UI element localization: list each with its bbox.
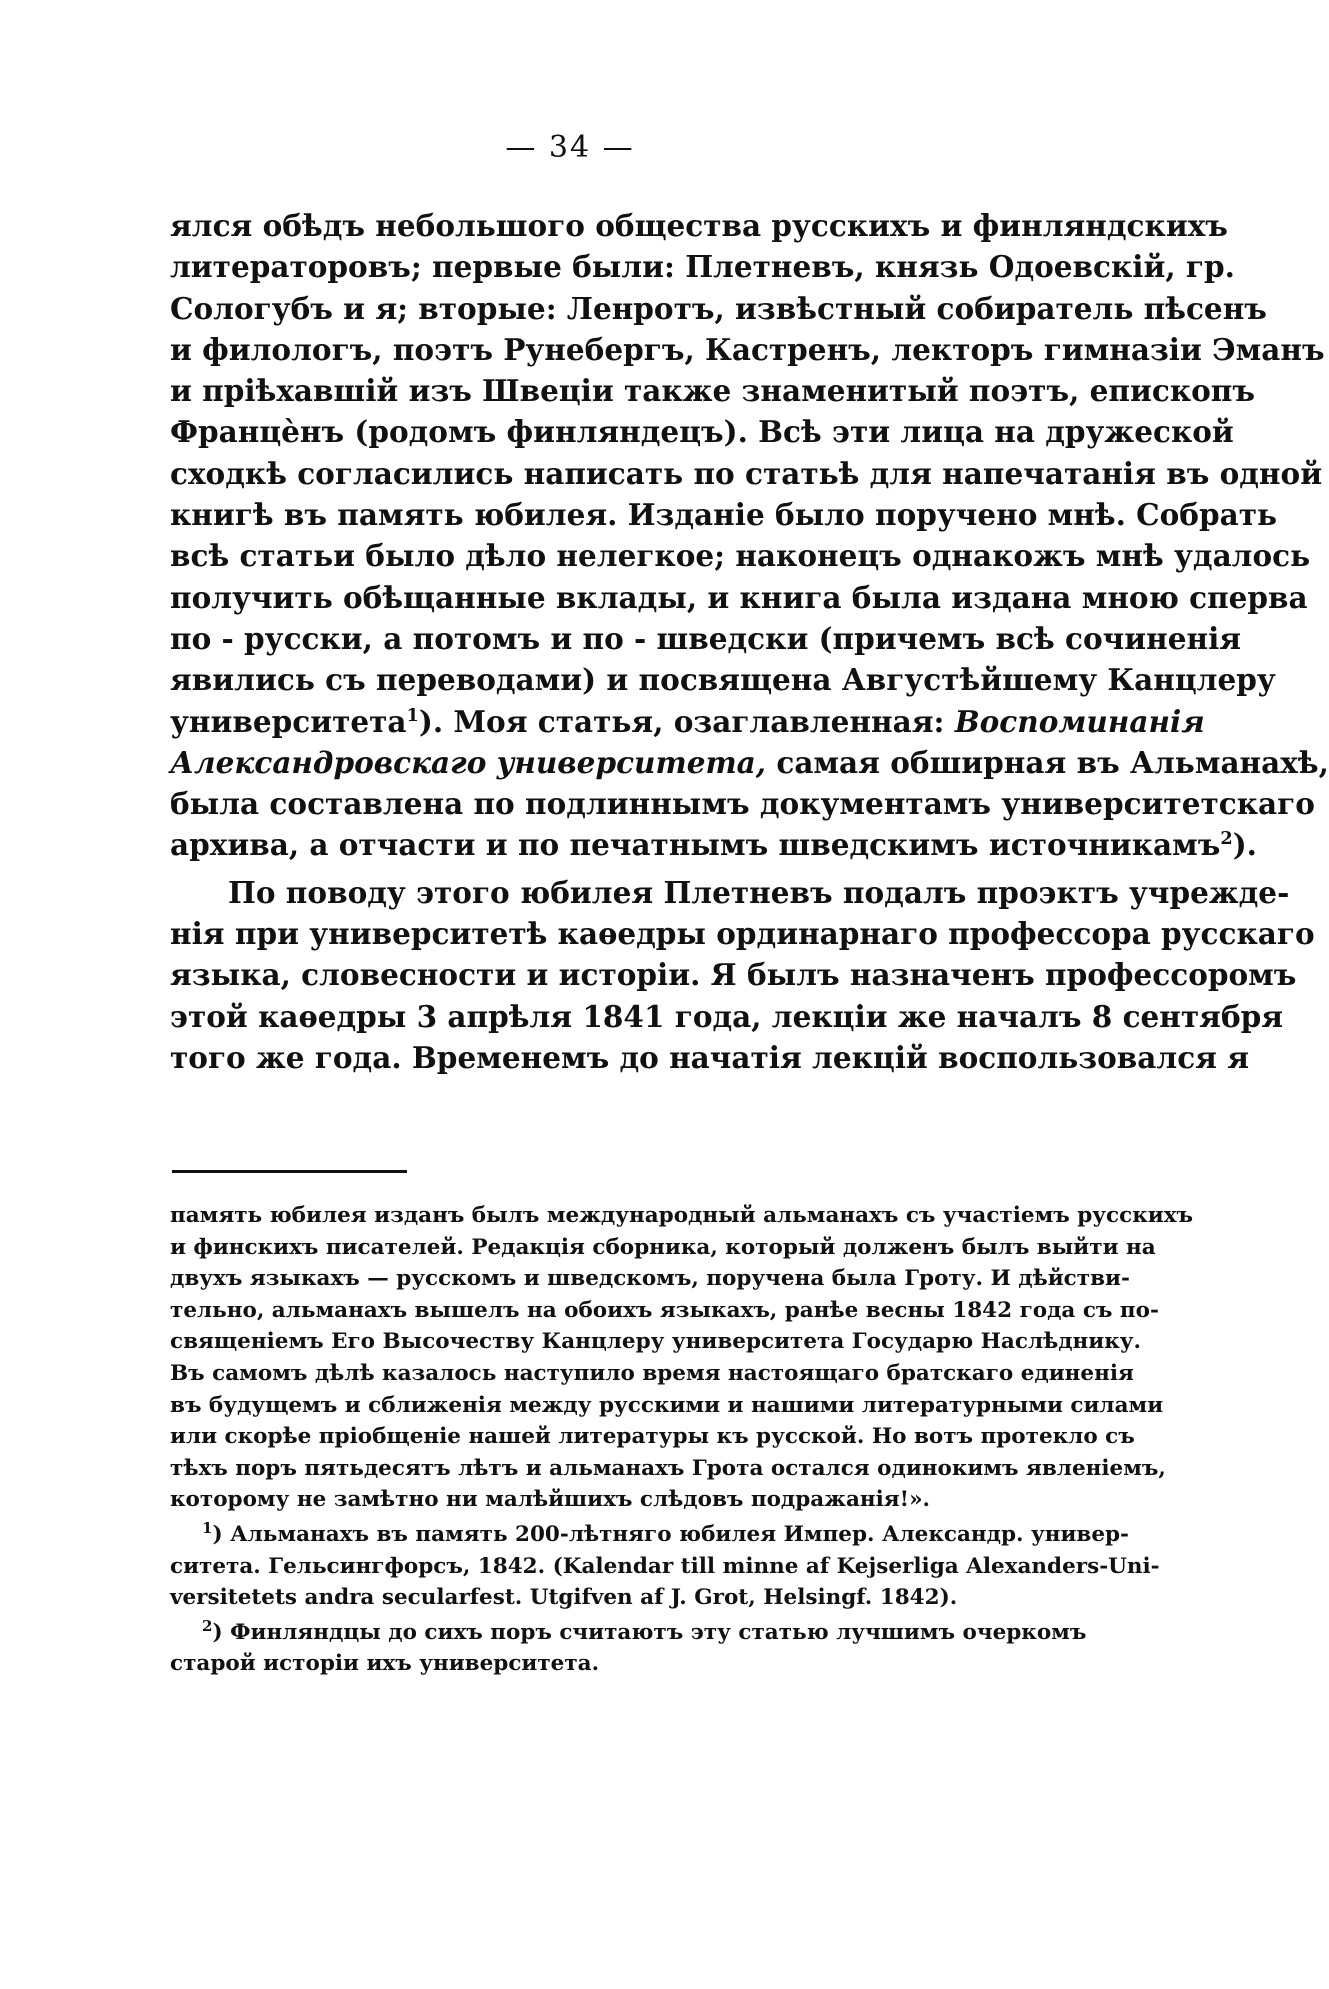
footnote-line: двухъ языкахъ — русскомъ и шведскомъ, поручена была Гроту. И дѣйстви- — [170, 1266, 1130, 1292]
text-line: сходкѣ согласились написать по статьѣ для напечатанія въ одной — [170, 455, 1323, 491]
footnote-line: или скорѣе пріобщеніе нашей литературы къ русской. Но вотъ протекло съ — [170, 1424, 1135, 1450]
text-run: ) Альманахъ въ память 200-лѣтняго юбилея Импер. Александр. универ- — [212, 1521, 1129, 1547]
footnote-2-line: старой исторіи ихъ университета. — [170, 1651, 600, 1677]
text-line: явились съ переводами) и посвящена Августѣйшему Канцлеру — [170, 662, 1276, 698]
footnote-ref-2: 2 — [1220, 828, 1233, 850]
footnote-divider — [172, 1170, 407, 1173]
footnote-mark-1: 1 — [202, 1518, 213, 1537]
footnote-1-line: versitetets andra secularfest. Utgifven af J. Grot, Helsingf. 1842). — [170, 1585, 958, 1611]
footnote-line: и финскихъ писателей. Редакція сборника, который долженъ былъ выйти на — [170, 1234, 1156, 1260]
footnote-line: въ будущемъ и сближенія между русскими и нашими литературными силами — [170, 1392, 1164, 1418]
text-line: была составлена по подлиннымъ документамъ университетскаго — [170, 786, 1315, 822]
text-line: ялся обѣдъ небольшого общества русскихъ и финляндскихъ — [170, 208, 1228, 243]
footnote-1-line: ситета. Гельсингфорсъ, 1842. (Kalendar till minne af Kejserliga Alexanders-Uni- — [170, 1553, 1160, 1579]
footnotes — [170, 1200, 1194, 1680]
text-line: всѣ статьи было дѣло нелегкое; наконецъ однакожъ мнѣ удалось — [170, 538, 1311, 574]
text-line: и филологъ, поэтъ Рунебергъ, Кастренъ, лекторъ гимназіи Эманъ — [170, 331, 1325, 367]
text-run: университета — [170, 703, 407, 739]
text-line: языка, словесности и исторіи. Я былъ назначенъ профессоромъ — [170, 957, 1297, 993]
text-line: нія при университетѣ каѳедры ординарнаго профессора русскаго — [170, 916, 1315, 952]
text-run: архива, а отчасти и по печатнымъ шведскимъ источникамъ — [170, 827, 1221, 863]
footnote-ref-1: 1 — [406, 704, 419, 726]
text-line — [170, 742, 1329, 783]
text-line: книгѣ въ память юбилея. Изданіе было поручено мнѣ. Собрать — [170, 497, 1278, 533]
text-line — [170, 701, 1205, 742]
text-line: этой каѳедры 3 апрѣля 1841 года, лекціи же началъ 8 сентября — [170, 998, 1284, 1034]
italic-title: Воспоминанія — [954, 703, 1205, 739]
text-run: ). — [1232, 827, 1257, 863]
italic-title: Александровскаго университета, — [170, 744, 767, 780]
text-line — [170, 824, 1257, 865]
text-line: получить обѣщанные вклады, и книга была издана мною сперва — [170, 579, 1308, 615]
footnote-line: память юбилея изданъ былъ международный альманахъ съ участіемъ русскихъ — [170, 1203, 1194, 1228]
footnote-line: тельно, альманахъ вышелъ на обоихъ языкахъ, ранѣе весны 1842 года съ по- — [170, 1297, 1159, 1323]
text-line: и пріѣхавшій изъ Швеціи также знаменитый поэтъ, епископъ — [170, 373, 1256, 409]
footnote-1-line — [170, 1518, 1129, 1551]
text-line: Францѐнъ (родомъ финляндецъ). Всѣ эти лица на дружеской — [170, 414, 1234, 450]
main-text — [170, 205, 1329, 1078]
footnote-mark-2: 2 — [202, 1616, 213, 1635]
text-run: ) Финляндцы до сихъ поръ считаютъ эту статью лучшимъ очеркомъ — [212, 1619, 1087, 1645]
text-line: По поводу этого юбилея Плетневъ подалъ проэктъ учрежде- — [228, 874, 1290, 910]
page-number: — 34 — — [505, 130, 635, 165]
footnote-2-line — [170, 1616, 1087, 1649]
text-line: литераторовъ; первые были: Плетневъ, князь Одоевскій, гр. — [170, 249, 1235, 285]
footnote-line: тѣхъ поръ пятьдесятъ лѣтъ и альманахъ Грота остался одинокимъ явленіемъ, — [170, 1455, 1166, 1481]
text-run: ). Моя статья, озаглавленная: — [418, 703, 945, 739]
text-line: Сологубъ и я; вторые: Ленротъ, извѣстный собиратель пѣсенъ — [170, 290, 1267, 326]
text-line: по - русски, а потомъ и по - шведски (причемъ всѣ сочиненія — [170, 620, 1242, 656]
footnote-line: которому не замѣтно ни малѣйшихъ слѣдовъ подражанія!». — [170, 1487, 931, 1513]
footnote-line: священіемъ Его Высочеству Канцлеру университета Государю Наслѣднику. — [170, 1329, 1142, 1355]
footnote-line: Въ самомъ дѣлѣ казалось наступило время настоящаго братскаго единенія — [170, 1360, 1134, 1386]
text-run: самая обширная въ Альманахѣ, — [776, 744, 1329, 780]
text-line: того же года. Временемъ до начатія лекцій воспользовался я — [170, 1039, 1250, 1075]
